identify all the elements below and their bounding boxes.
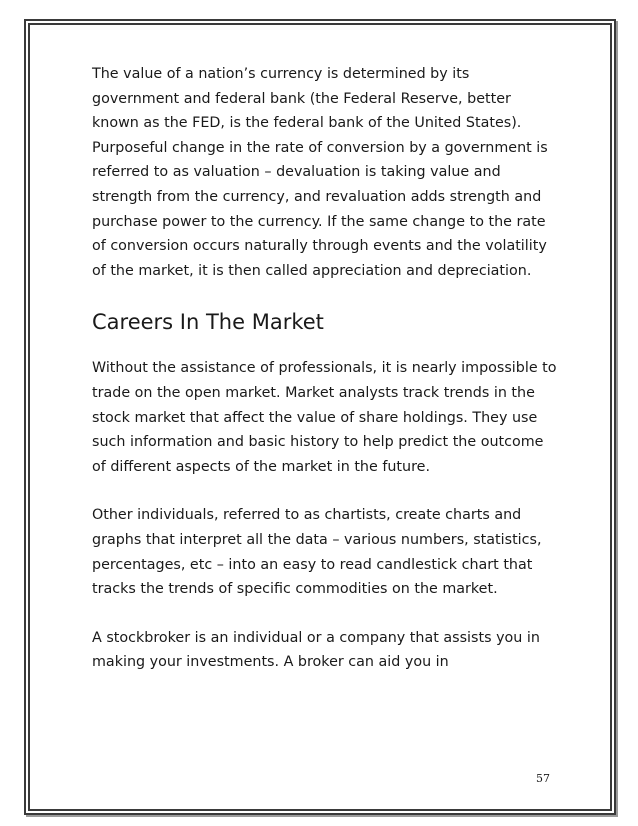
- paragraph-stockbroker: A stockbroker is an individual or a company that assists you in making your investments. A broker can aid you in: [92, 629, 540, 671]
- paragraph-market-analysts: Without the assistance of professionals, it is nearly impossible to trade on the open market. Market analysts track trends in the stock market that affect the value of share holdings. They use such information and basic history to help predict the outcome of different aspects of the market in the future.: [92, 360, 557, 475]
- page-number: 57: [536, 772, 550, 785]
- paragraph-chartists: Other individuals, referred to as chartists, create charts and graphs that interpret all the data – various numbers, statistics, percentages, etc – into an easy to read candlestick chart that tracks the trends of specific commodities on the market.: [92, 507, 542, 598]
- paragraph-currency-value: The value of a nation’s currency is determined by its government and federal bank (the Federal Reserve, better known as the FED, is the federal bank of the United States). Purposeful change in the rate of conversion by a government is referred to as valuation – devaluation is taking value and strength from the currency, and revaluation adds strength and purchase power to the currency. If the same change to the rate of conversion occurs naturally through events and the volatility of the market, it is then called appreciation and depreciation.: [92, 66, 548, 279]
- section-heading: Careers In The Market: [92, 310, 324, 335]
- page-body: [92, 62, 560, 675]
